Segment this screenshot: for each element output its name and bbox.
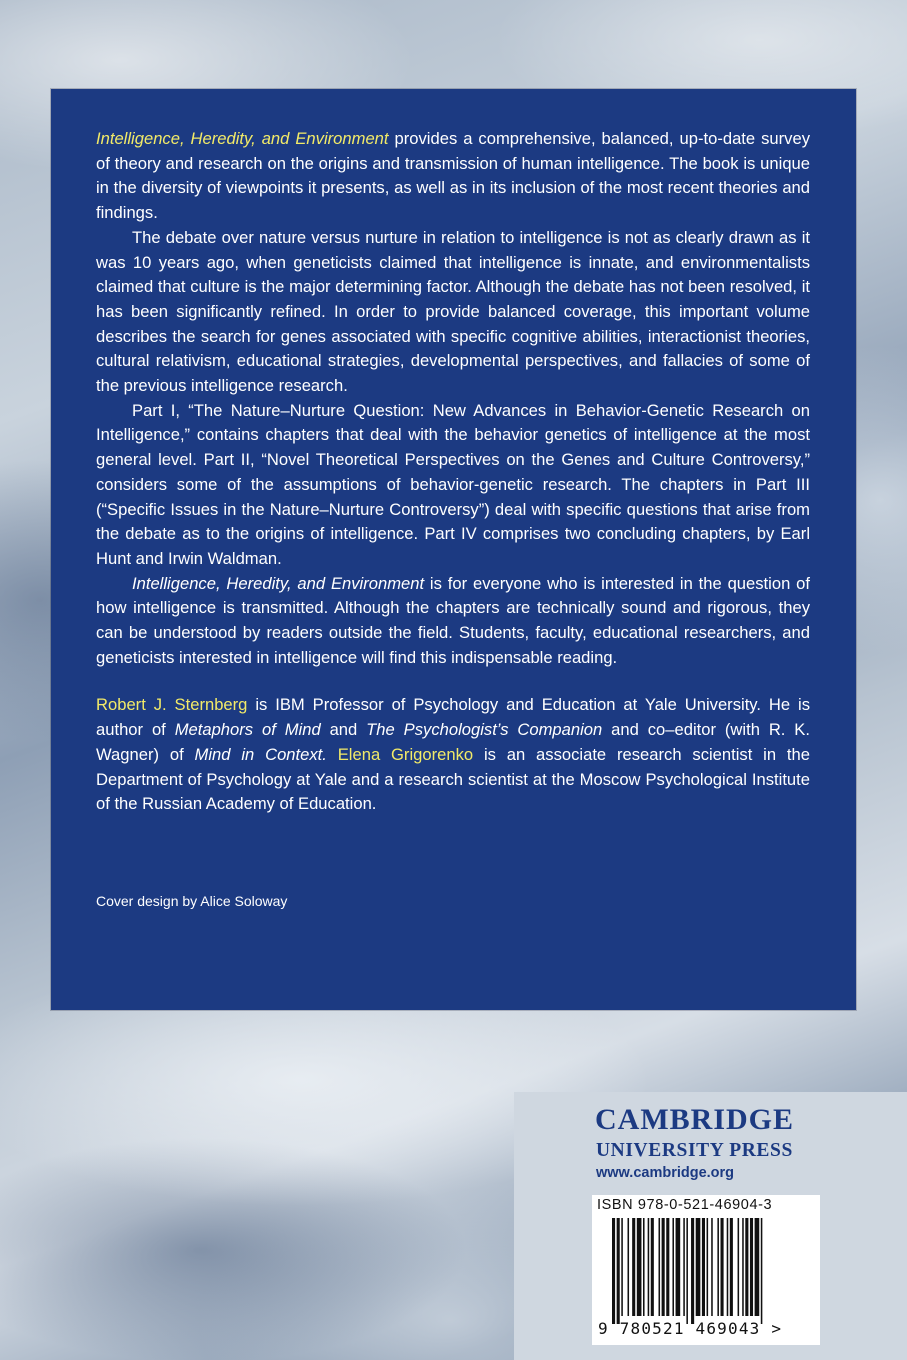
barcode-icon [612, 1218, 808, 1324]
barcode-bar [738, 1218, 740, 1316]
barcode-bar [730, 1218, 733, 1316]
barcode-bar [742, 1218, 744, 1316]
barcode-bar [617, 1218, 620, 1324]
book-title: Intelligence, Heredity, and Environment [132, 573, 425, 593]
paragraph-text: is for everyone who is interested in the question of how intelligence is transmitted. Although the chapters are technically sound and rigorous, they can be understood by readers outside the field. Students, faculty, educational researchers, and geneticists interested in intelligence will find this indispensable reading. [96, 573, 810, 667]
blurb-paragraph-2: The debate over nature versus nurture in relation to intelligence is not as clearly drawn as it was 10 years ago, when geneticists claimed that intelligence is innate, and environmentalists claimed that culture is the major determining factor. Although the debate has not been resolved, it has been significantly refined. In order to provide balanced coverage, this important volume describes the search for genes associated with specific cognitive abilities, interactionist theories, cultural relativism, educational strategies, developmental perspectives, and fallacies of some of the previous intelligence research. [96, 227, 810, 396]
bio-text: is an associate research scientist in the Department of Psychology at Yale and a research scientist at the Moscow Psychological Institute of the Russian Academy of Education. [96, 744, 810, 814]
isbn-label: ISBN 978-0-521-46904-3 [597, 1197, 773, 1213]
barcode-bar [659, 1218, 661, 1316]
barcode-bar [745, 1218, 748, 1316]
barcode-bar [691, 1218, 694, 1324]
barcode-bar [662, 1218, 665, 1316]
barcode-bar [727, 1218, 729, 1316]
barcode-bar [702, 1218, 705, 1316]
book-title: Intelligence, Heredity, and Environment [96, 129, 389, 148]
book-name: Mind in Context. [194, 744, 327, 764]
author-name: Elena Grigorenko [337, 744, 474, 764]
barcode-bar [628, 1218, 630, 1316]
barcode-bar [632, 1218, 635, 1316]
barcode-bar [637, 1218, 642, 1316]
barcode-bar [651, 1218, 654, 1316]
bio-text: and co–editor (with R. K. Wagner) of [96, 720, 810, 764]
blurb-paragraph-3: Part I, “The Nature–Nurture Question: New Advances in Behavior-Genetic Research on Intelligence,” contains chapters that deal with the behavior genetics of intelligence at the most general level. Part II, “Novel Theoretical Perspectives on the Genes and Culture Controversy,” considers some of the assumptions of behavior-genetic research. The chapters in Part III (“Specific Issues in the Nature–Nurture Controversy”) deal with specific questions that arise from the debate as to the origins of intelligence. Part IV comprises two concluding chapters, by Earl Hunt and Irwin Waldman. [96, 400, 810, 568]
barcode-bar [643, 1218, 645, 1316]
barcode-bar [621, 1218, 623, 1316]
barcode-bar [612, 1218, 615, 1324]
barcode-bar [755, 1218, 760, 1316]
publisher-name: CAMBRIDGE [595, 1103, 795, 1136]
blurb-text [96, 127, 810, 817]
publisher-subtitle: UNIVERSITY PRESS [596, 1140, 793, 1161]
barcode-bar [721, 1218, 724, 1316]
author-bio [96, 693, 810, 817]
bio-text: and [320, 720, 367, 740]
blurb-paragraph-4 [96, 572, 810, 671]
book-name: Metaphors of Mind [174, 720, 321, 740]
barcode-bar [683, 1218, 685, 1316]
paragraph-text: provides a comprehensive, balanced, up-to-date survey of theory and research on the origins and transmission of human intelligence. The book is unique in the diversity of viewpoints it presents, as well as in its inclusion of the most recent theories and findings. [96, 129, 811, 223]
barcode-bar [666, 1218, 669, 1316]
blurb-paragraph-1 [96, 127, 810, 226]
barcode-bar [686, 1218, 688, 1324]
barcode-bar [750, 1218, 753, 1316]
barcode-bar [696, 1218, 701, 1316]
barcode-bar [717, 1218, 719, 1316]
cover-credit: Cover design by Alice Soloway [96, 893, 288, 909]
barcode-bar [676, 1218, 681, 1316]
barcode-digits: 9 780521 469043 > [598, 1319, 783, 1338]
author-name: Robert J. Sternberg [96, 695, 248, 715]
barcode-bar [648, 1218, 650, 1316]
bio-text [327, 745, 338, 764]
barcode-bar [707, 1218, 709, 1316]
barcode-bar [711, 1218, 713, 1316]
barcode-bar [761, 1218, 763, 1324]
book-name: The Psychologist’s Companion [366, 720, 603, 740]
publisher-url: www.cambridge.org [596, 1165, 735, 1181]
barcode-bar [672, 1218, 674, 1316]
bio-text: is IBM Professor of Psychology and Education at Yale University. He is author of [96, 695, 811, 740]
